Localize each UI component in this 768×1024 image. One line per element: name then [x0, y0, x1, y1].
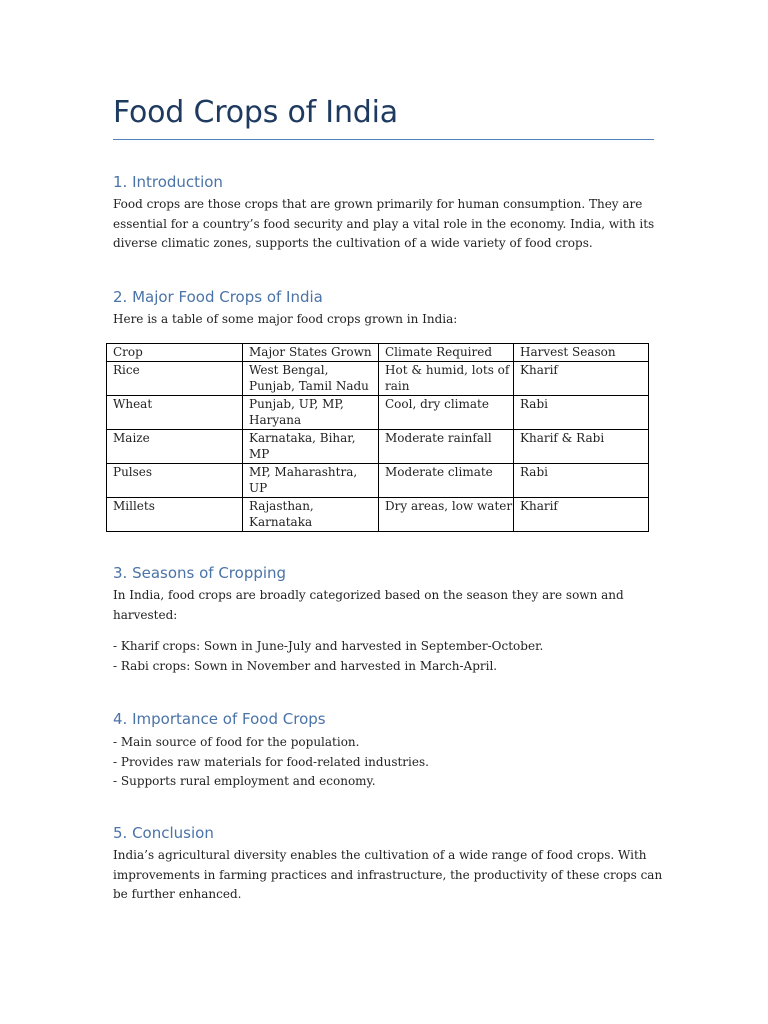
column-header-season: Harvest Season: [514, 344, 649, 362]
cell-line: Rajasthan,: [249, 498, 314, 513]
cell-season: Kharif & Rabi: [514, 429, 649, 463]
cell-climate: [379, 463, 514, 497]
text-line: essential for a country’s food security and play a vital role in the economy. India, with its: [113, 216, 655, 231]
section-heading-importance: 4. Importance of Food Crops: [113, 710, 326, 728]
cell-line: West Bengal,: [249, 362, 329, 377]
seasons-bullet-list: [113, 637, 658, 676]
cell-line: UP: [249, 481, 268, 495]
section-heading-major-crops: 2. Major Food Crops of India: [113, 288, 323, 306]
text-line: improvements in farming practices and infrastructure, the productivity of these crops can: [113, 867, 663, 882]
cell-climate: [379, 361, 514, 395]
cell-season: Rabi: [514, 463, 649, 497]
cell-line: MP, Maharashtra,: [249, 464, 358, 479]
text-line: be further enhanced.: [113, 887, 242, 901]
text-line: In India, food crops are broadly categorized based on the season they are sown and: [113, 588, 624, 602]
cell-line: Karnataka, Bihar,: [249, 430, 356, 445]
cell-line: Haryana: [249, 413, 302, 427]
table-row: [107, 463, 649, 497]
cell-line: Moderate rainfall: [385, 430, 492, 445]
table-row: [107, 429, 649, 463]
cell-season: Rabi: [514, 395, 649, 429]
column-header-crop: Crop: [107, 344, 243, 362]
section-heading-conclusion: 5. Conclusion: [113, 824, 214, 842]
cell-line: Karnataka: [249, 515, 313, 529]
cell-line: Dry areas, low water: [385, 498, 513, 513]
list-item: - Supports rural employment and economy.: [113, 774, 376, 788]
cell-crop: Maize: [107, 429, 243, 463]
text-line: India’s agricultural diversity enables the cultivation of a wide range of food crops. With: [113, 848, 647, 862]
cell-crop: Pulses: [107, 463, 243, 497]
section-heading-seasons: 3. Seasons of Cropping: [113, 564, 287, 582]
column-header-climate: Climate Required: [379, 344, 514, 362]
text-line: diverse climatic zones, supports the cultivation of a wide variety of food crops.: [113, 236, 593, 250]
table-row: [107, 497, 649, 531]
text-line: Here is a table of some major food crops grown in India:: [113, 312, 458, 326]
cell-line: Hot & humid, lots of: [385, 362, 510, 377]
seasons-paragraph: [113, 586, 658, 625]
cell-climate: [379, 429, 514, 463]
cell-line: MP: [249, 447, 270, 461]
table-row: [107, 361, 649, 395]
list-item: - Rabi crops: Sown in November and harvested in March-April.: [113, 658, 498, 673]
cell-line: Punjab, Tamil Nadu: [249, 379, 369, 393]
list-item: - Main source of food for the population.: [113, 735, 360, 749]
list-item: - Kharif crops: Sown in June-July and harvested in September-October.: [113, 639, 544, 653]
cell-states: [243, 429, 379, 463]
text-line: harvested:: [113, 607, 178, 622]
cell-crop: Wheat: [107, 395, 243, 429]
cell-climate: [379, 395, 514, 429]
cell-season: Kharif: [514, 497, 649, 531]
column-header-states: Major States Grown: [243, 344, 379, 362]
food-crops-table: [106, 343, 649, 532]
cell-crop: Millets: [107, 497, 243, 531]
title-divider: [113, 139, 654, 140]
table-intro-text: [113, 310, 658, 330]
cell-season: Kharif: [514, 361, 649, 395]
cell-line: rain: [385, 379, 410, 393]
cell-states: [243, 497, 379, 531]
cell-states: [243, 463, 379, 497]
cell-climate: [379, 497, 514, 531]
table-row: [107, 395, 649, 429]
cell-crop: Rice: [107, 361, 243, 395]
conclusion-paragraph: [113, 846, 663, 905]
introduction-paragraph: [113, 195, 658, 254]
page-title: Food Crops of India: [113, 95, 398, 130]
cell-line: Cool, dry climate: [385, 396, 489, 411]
table-header-row: [107, 344, 649, 362]
cell-line: Punjab, UP, MP,: [249, 396, 344, 411]
text-line: Food crops are those crops that are grown primarily for human consumption. They are: [113, 197, 643, 211]
cell-states: [243, 395, 379, 429]
cell-line: Moderate climate: [385, 464, 493, 479]
cell-states: [243, 361, 379, 395]
importance-bullet-list: [113, 733, 658, 792]
list-item: - Provides raw materials for food-related industries.: [113, 754, 429, 769]
section-heading-introduction: 1. Introduction: [113, 173, 223, 191]
